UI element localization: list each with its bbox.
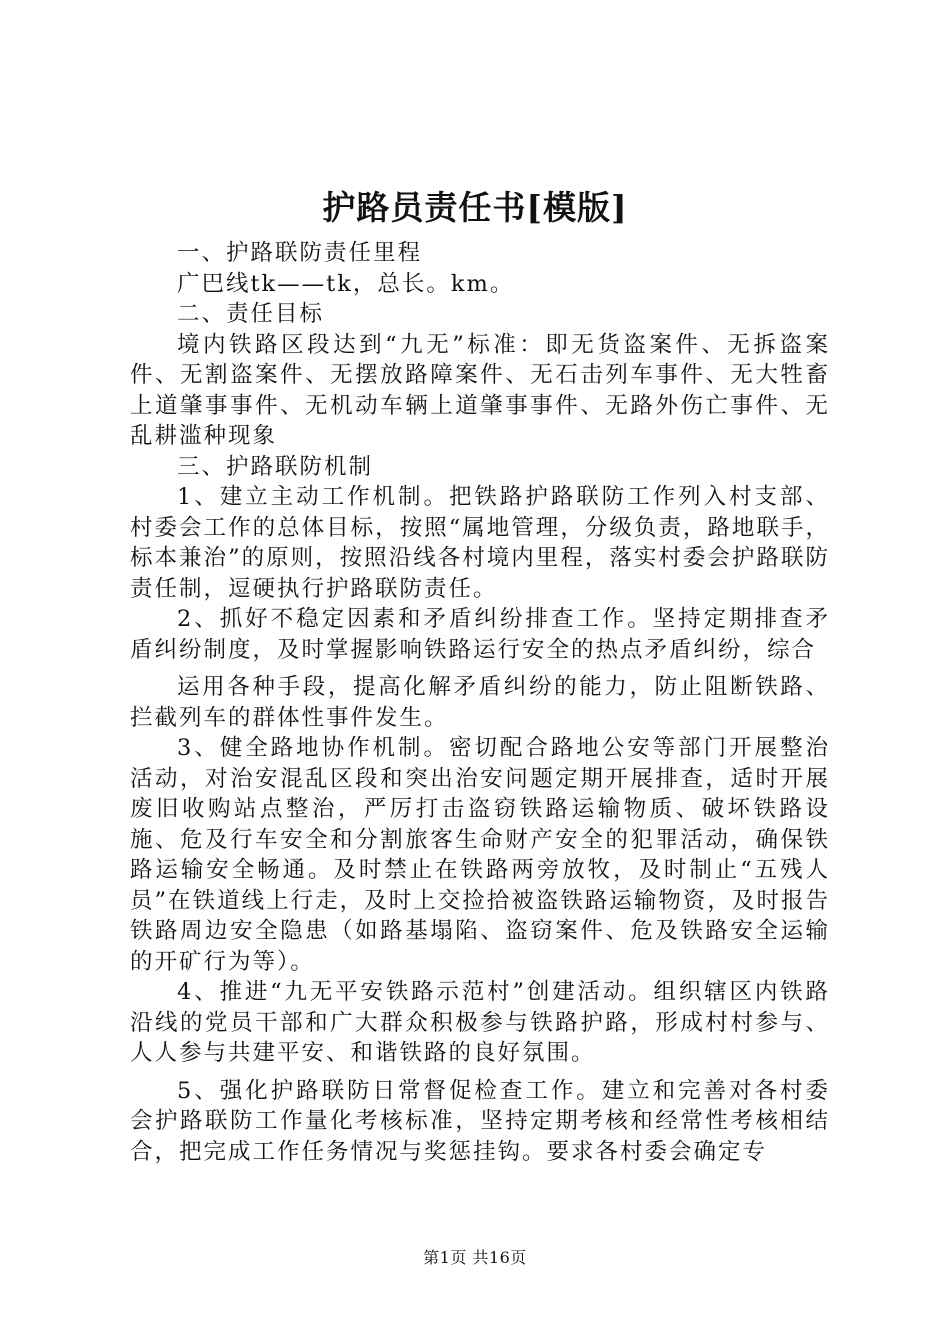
section-heading-3: 三、护路联防机制 — [177, 453, 374, 480]
paragraph-item-1: 1、建立主动工作机制。把铁路护路联防工作列入村支部、村委会工作的总体目标，按照“属地管理，分级负责，路地联手，标本兼治”的原则，按照沿线各村境内里程，落实村委会护路联防责任制，逗硬执行护路联防责任。 — [130, 484, 830, 602]
paragraph-goal: 境内铁路区段达到“九无”标准：即无货盗案件、无拆盗案件、无割盗案件、无摆放路障案件、无石击列车事件、无大牲畜上道肇事事件、无机动车辆上道肇事事件、无路外伤亡事件、无乱耕滥种现象 — [130, 331, 830, 449]
page-footer: 第1页 共16页 — [423, 1248, 527, 1267]
page-title: 护路员责任书[模版] — [322, 188, 628, 227]
paragraph-item-4: 4、推进“九无平安铁路示范村”创建活动。组织辖区内铁路沿线的党员干部和广大群众积极参与铁路护路，形成村村参与、人人参与共建平安、和谐铁路的良好氛围。 — [130, 979, 830, 1066]
route-line: 广巴线tk——tk，总长。km。 — [177, 270, 515, 297]
paragraph-item-5: 5、强化护路联防日常督促检查工作。建立和完善对各村委会护路联防工作量化考核标准，坚持定期考核和经常性考核相结合，把完成工作任务情况与奖惩挂钩。要求各村委会确定专 — [130, 1077, 830, 1165]
section-heading-2: 二、责任目标 — [177, 301, 325, 327]
paragraph-item-3: 3、健全路地协作机制。密切配合路地公安等部门开展整治活动，对治安混乱区段和突出治安问题定期开展排查，适时开展废旧收购站点整治，严厉打击盗窃铁路运输物质、破坏铁路设施、危及行车安全和分割旅客生命财产安全的犯罪活动，确保铁路运输安全畅通。及时禁止在铁路两旁放牧，及时制止“五残人员”在铁道线上行走，及时上交捡拾被盗铁路运输物资，及时报告铁路周边安全隐患（如路基塌陷、盗窃案件、危及铁路安全运输的开矿行为等）。 — [130, 735, 830, 975]
section-heading-1: 一、护路联防责任里程 — [177, 240, 423, 266]
paragraph-item-2: 2、抓好不稳定因素和矛盾纠纷排查工作。坚持定期排查矛盾纠纷制度，及时掌握影响铁路运行安全的热点矛盾纠纷，综合 — [130, 606, 830, 663]
paragraph-item-2-continued: 运用各种手段，提高化解矛盾纠纷的能力，防止阻断铁路、拦截列车的群体性事件发生。 — [130, 674, 830, 731]
document-body — [130, 238, 830, 1167]
